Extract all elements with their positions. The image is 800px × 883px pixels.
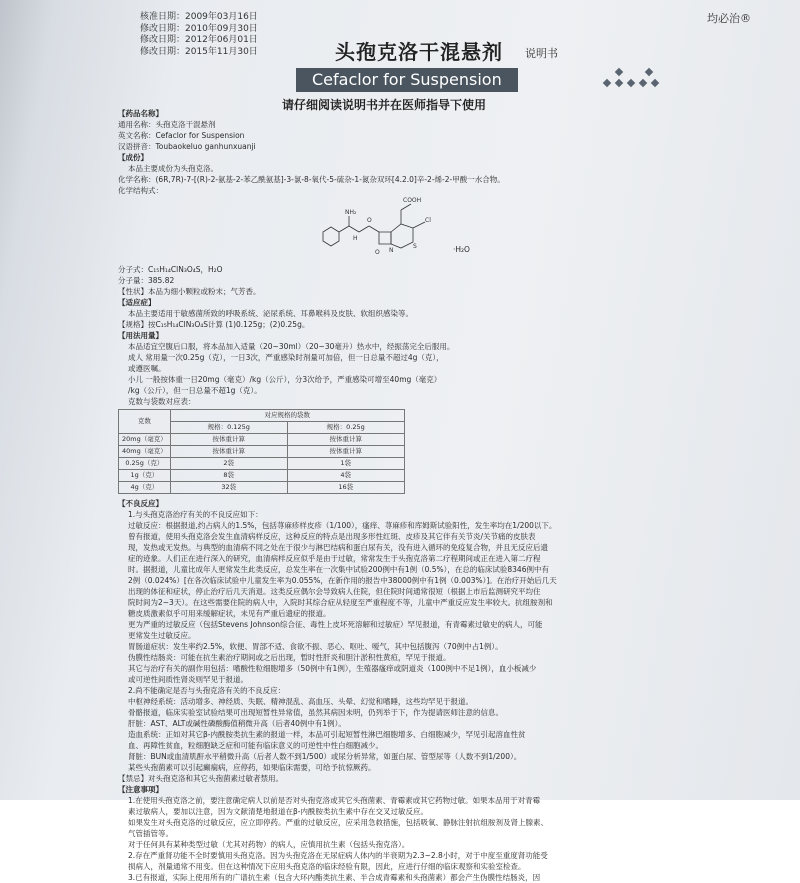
molecular-formula: 分子式：C₁₅H₁₄ClN₃O₄S，H₂O [118, 265, 223, 274]
table-row [119, 446, 405, 458]
drug-title: 头孢克洛干混悬剂 [335, 40, 503, 64]
usage-line: 本品适宜空腹后口服，将本品加入适量（20~30ml）（20~30毫升）热水中，经振荡完全后服用。 [128, 342, 455, 351]
table-cell: 2袋 [170, 458, 287, 470]
specification-text: 【规格】按C₁₅H₁₄ClN₃O₄S计算 (1)0.125g；(2)0.25g。 [118, 320, 310, 329]
section-heading: 【适应症】 [118, 298, 156, 307]
table-cell: 1g（克） [119, 470, 171, 482]
usage-line: 小儿 一般按体重一日20mg（毫克）/kg（公斤），分3次给予，严重感染可增至40mg（毫克） [128, 375, 442, 384]
svg-text:S: S [413, 243, 417, 250]
section-heading: 【药品名称】 [118, 109, 163, 118]
leaflet-body [118, 108, 698, 883]
paragraph-line: 1.与头孢克洛治疗有关的不良反应如下： [128, 510, 263, 519]
paragraph-line: 胃肠道症状：发生率约2.5%，软便、胃部不适、食欲不振、恶心、呕吐、嗳气，其中包括腹泻（70例中占1例）。 [128, 642, 503, 651]
table-header-cell: 规格：0.125g [170, 422, 287, 434]
table-cell: 4g（克） [119, 482, 171, 494]
svg-text:COOH: COOH [403, 197, 422, 204]
paragraph-line: 伪膜性结肠炎：可能在抗生素治疗期间或之后出现，暂时性肝炎和胆汁淤积性黄疸，罕见于报道。 [128, 653, 451, 662]
paragraph-line: 如果发生对头孢克洛的过敏反应，应立即停药。严重的过敏反应，应采用急救措施，包括吸氧、静脉注射抗组胺剂及肾上腺素、 [128, 818, 548, 827]
paragraph-line: 出现的体征和症状，停止治疗后几天消退。这类反应偶尔会导致病人住院，但住院时间通常很短（根据上市后监测研究平均住 [128, 587, 541, 596]
dosage-table [118, 409, 405, 494]
paragraph-line: 过敏反应：根据报道,约占病人的1.5%，包括荨麻疹样皮疹（1/100），瘙痒、荨麻疹和库姆斯试验阳性，发生率均在1/200以下。 [128, 521, 557, 530]
table-cell: 按体重计算 [287, 446, 404, 458]
leaflet-label: 说明书 [525, 47, 558, 60]
paragraph-line: 肝脏：AST、ALT或碱性磷酸酶值稍微升高（后者40例中有1例）。 [128, 719, 346, 728]
table-cell: 16袋 [287, 482, 404, 494]
paragraph-line: 素过敏病人，要加以注意，因为文献清楚地报道在β-内酰胺类抗生素中存在交叉过敏反应。 [128, 807, 428, 816]
precautions [118, 795, 698, 883]
hydrate-label: ·H₂O [453, 245, 470, 254]
approval-date: 核准日期：2009年03月16日 [140, 12, 258, 22]
section-heading: 【用法用量】 [118, 331, 163, 340]
paragraph-line: 1.在使用头孢克洛之前，要注意确定病人以前是否对头孢克洛或其它头孢菌素、青霉素或其它药物过敏。如果本品用于对青霉 [128, 796, 541, 805]
english-name: 英文名称：Cefaclor for Suspension [118, 131, 245, 140]
paragraph-line: 2.存在严重肾功能不全时要慎用头孢克洛。因为头孢克洛在无尿症病人体内的半衰期为2.3~2.8小时，对于中度至重度肾功能受 [128, 851, 548, 860]
table-cell: 按体重计算 [170, 446, 287, 458]
table-row [119, 470, 405, 482]
revision-dates [140, 12, 290, 58]
paragraph-line: 气管插管等。 [128, 829, 173, 838]
table-row [119, 458, 405, 470]
table-row [119, 434, 405, 446]
revision-date: 修改日期：2015年11月30日 [140, 46, 258, 57]
chemical-name: 化学名称：(6R,7R)-7-[(R)-2-氨基-2-苯乙酰氨基]-3-氯-8-氧代-5-硫杂-1-氮杂双环[4.2.0]辛-2-烯-2-甲酸一水合物。 [118, 175, 505, 184]
paragraph-line: 或可逆性间质性肾炎则罕见于报道。 [128, 675, 248, 684]
diamond-logo-icon [600, 66, 670, 90]
paragraph-line: 2例（0.024%）[在各次临床试验中儿童发生率为0.055%，在新作用的报告中38000例中有1例（0.003%）]。在治疗开始后几天 [128, 576, 557, 585]
table-header-cell: 对应规格的袋数 [170, 410, 404, 422]
table-cell: 40mg（毫克） [119, 446, 171, 458]
table-cell: 按体重计算 [287, 434, 404, 446]
paragraph-line: 2.尚不能确定是否与头孢克洛有关的不良反应： [128, 686, 286, 695]
table-cell: 1袋 [287, 458, 404, 470]
paragraph-line: 时。据报道，儿童比成年人更常发生此类反应，总发生率在一次集中试验200例中有1例（0.5%），在总的临床试验8346例中有 [128, 565, 549, 574]
table-cell: 0.25g（克） [119, 458, 171, 470]
adverse-reactions [118, 509, 698, 773]
usage-line: 或遵医嘱。 [128, 364, 166, 373]
table-cell: 4袋 [287, 470, 404, 482]
structure-diagram-icon [313, 192, 453, 262]
paragraph-line: 血、再障性贫血，粒细胞缺乏症和可能有临床意义的可逆性中性白细胞减少。 [128, 741, 383, 750]
usage-notice: 请仔细阅读说明书并在医师指导下使用 [282, 98, 487, 112]
table-row [119, 482, 405, 494]
table-cell: 20mg（毫克） [119, 434, 171, 446]
table-cell: 32袋 [170, 482, 287, 494]
svg-text:NH₂: NH₂ [345, 209, 357, 216]
usage-line: 克数与袋数对应表： [128, 397, 196, 406]
paragraph-line: 现，发热或无发热。与典型的血清病不同之处在于很少与淋巴结病和蛋白尿有关，没有进入循环的免疫复合物，并且无反应后遗 [128, 543, 548, 552]
svg-text:H: H [353, 235, 358, 242]
paragraph-line: 损病人，剂量通常不用变。但在这种情况下应用头孢克洛的临床经验有限，因此，应进行仔细的临床观察和实验室检查。 [128, 862, 526, 871]
section-heading: 【成份】 [118, 153, 148, 162]
character-text: 【性状】本品为细小颗粒或粉末；气芳香。 [118, 287, 261, 296]
svg-text:N: N [389, 247, 394, 254]
table-header-cell: 规格：0.25g [287, 422, 404, 434]
section-heading: 【不良反应】 [118, 499, 163, 508]
paragraph-line: 症的迹象。人们正在进行深入的研究，血清病样反应似乎是由于过敏，常常发生于头孢克洛第二疗程期间或正在进入第二疗程 [128, 554, 541, 563]
english-title: Cefaclor for Suspension [312, 70, 502, 89]
svg-text:O: O [367, 217, 372, 224]
table-header-cell: 克数 [119, 410, 171, 434]
generic-name: 通用名称：头孢克洛干混悬剂 [118, 120, 216, 129]
table-cell: 8袋 [170, 470, 287, 482]
paragraph-line: 某些头孢菌素可以引起癫痫病，应停药，如果临床需要，可给予抗惊厥药。 [128, 763, 376, 772]
ingredient-text: 本品主要成份为头孢克洛。 [128, 164, 218, 173]
paragraph-line: 肾脏：BUN或血清肌酐水平稍微升高（后者人数不到1/500）或尿分析异常，如蛋白尿、管型尿等（人数不到1/200）。 [128, 752, 522, 761]
paragraph-line: 其它与治疗有关的副作用包括：嗜酸性粒细胞增多（50例中有1例），生殖器瘙痒或阴道炎（100例中不足1例），血小板减少 [128, 664, 537, 673]
usage-line: 成人 常用量一次0.25g（克），一日3次，严重感染时剂量可加倍，但一日总量不超过4g（克）， [128, 353, 444, 362]
svg-text:Cl: Cl [425, 217, 431, 224]
paragraph-line: 中枢神经系统：活动增多、神经质、失眠、精神混乱、高血压、头晕、幻觉和嗜睡，这些均罕见于报道。 [128, 697, 473, 706]
usage-line: /kg（公斤），但一日总量不超1g（克）。 [128, 386, 262, 395]
pinyin-name: 汉语拼音：Toubaokeluo ganhunxuanji [118, 142, 256, 151]
paragraph-line: 造血系统：正如对其它β-内酰胺类抗生素的报道一样，本品可引起短暂性淋巴细胞增多、白细胞减少，罕见引起溶血性贫 [128, 730, 526, 739]
section-heading: 【注意事项】 [118, 785, 163, 794]
paragraph-line: 3.已有报道，实际上使用所有的广谱抗生素（包含大环内酯类抗生素、半合成青霉素和头孢菌素）都会产生伪膜性结肠炎，因 [128, 873, 541, 882]
svg-text:O: O [375, 249, 380, 256]
structure-label: 化学结构式： [118, 186, 163, 195]
paragraph-line: 对于任何具有某种类型过敏（尤其对药物）的病人，应慎用抗生素（包括头孢克洛）。 [128, 840, 410, 849]
brand-name: 均必治® [707, 12, 751, 25]
paragraph-line: 更为严重的过敏反应（包括Stevens Johnson综合征、毒性上皮坏死溶解和过敏症）罕见报道，有青霉素过敏史的病人，可能 [128, 620, 543, 629]
table-cell: 按体重计算 [170, 434, 287, 446]
paragraph-line: 院时间为2~3天）。在这些需要住院的病人中，入院时其综合症从轻度至严重程度不等，儿童中严重反应发生率较大。抗组胺剂和 [128, 598, 553, 607]
indication-text: 本品主要适用于敏感菌所致的呼吸系统、泌尿系统、耳鼻喉科及皮肤、软组织感染等。 [128, 309, 413, 318]
paragraph-line: 糖皮质激素似乎可用来缓解症状，未见有严重后遗症的报道。 [128, 609, 331, 618]
contraindication-text: 【禁忌】对头孢克洛和其它头孢菌素过敏者禁用。 [118, 774, 283, 783]
revision-date: 修改日期：2012年06月01日 [140, 35, 258, 45]
molecular-weight: 分子量：385.82 [118, 276, 175, 285]
chemical-structure [118, 196, 698, 264]
paragraph-line: 曾有报道，使用头孢克洛会发生血清病样反应，这种反应的特点是出现多形性红斑、皮疹及其它伴有关节炎/关节痛的皮肤表 [128, 532, 536, 541]
paragraph-line: 更常发生过敏反应。 [128, 631, 196, 640]
paragraph-line: 骨骼报道，临床实验室试验结果可出现短暂性异常值，虽然其病因未明，仍列举于下，作为提请医师注意的信息。 [128, 708, 503, 717]
revision-date: 修改日期：2010年09月30日 [140, 23, 258, 34]
